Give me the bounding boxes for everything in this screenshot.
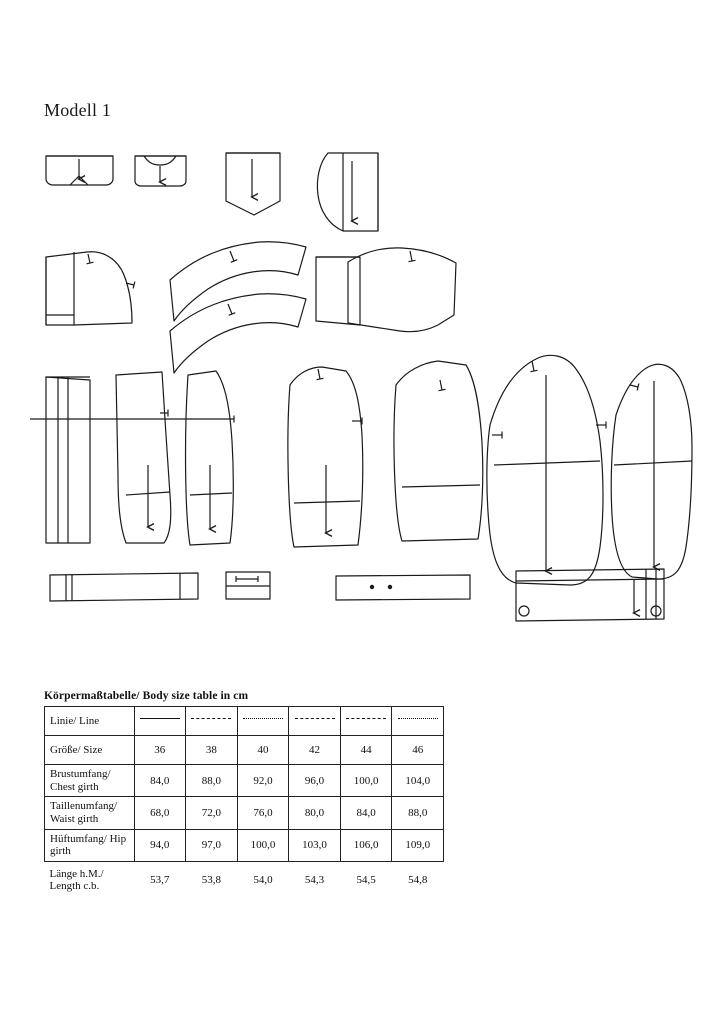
table-cell: 76,0 xyxy=(237,797,289,829)
table-cell: 97,0 xyxy=(186,829,238,861)
body-size-table xyxy=(44,706,444,896)
line-sample-38 xyxy=(186,707,238,736)
line-sample-44 xyxy=(340,707,392,736)
pattern-piece-front-yoke xyxy=(46,252,134,325)
table-cell: 42 xyxy=(289,736,341,765)
table-row-length xyxy=(45,861,444,896)
body-size-table-section xyxy=(44,690,444,896)
table-cell: 54,0 xyxy=(253,874,273,887)
table-cell: 100,0 xyxy=(340,765,392,797)
line-style-solid-icon xyxy=(140,718,180,729)
pattern-piece-front-side xyxy=(116,372,171,543)
pattern-piece-pocket-flap xyxy=(226,153,280,215)
table-cell: 54,8 xyxy=(408,874,428,887)
pattern-piece-back-main xyxy=(394,361,483,541)
table-caption: Körpermaßtabelle/ Body size table in cm xyxy=(44,690,249,702)
row-label: Größe/ Size xyxy=(45,736,135,765)
table-cell: 36 xyxy=(134,736,186,765)
table-row-size xyxy=(45,736,444,765)
table-cell: 96,0 xyxy=(289,765,341,797)
table-cell: 40 xyxy=(237,736,289,765)
table-cell: 103,0 xyxy=(289,829,341,861)
table-row-chest xyxy=(45,765,444,797)
table-row-line xyxy=(45,707,444,736)
row-label: Taillenumfang/ Waist girth xyxy=(45,797,135,829)
table-row-hip xyxy=(45,829,444,861)
table-cell: 38 xyxy=(186,736,238,765)
pattern-piece-small-tab xyxy=(226,572,270,599)
row-label: Linie/ Line xyxy=(45,707,135,736)
line-sample-46 xyxy=(392,707,444,736)
pattern-piece-front-panel xyxy=(30,371,234,545)
pattern-pieces-diagram xyxy=(30,135,700,675)
pattern-piece-waistband-long xyxy=(50,573,198,601)
pattern-piece-belt-strip xyxy=(336,575,470,600)
table-cell: 68,0 xyxy=(134,797,186,829)
table-cell: 80,0 xyxy=(289,797,341,829)
table-cell: 54,5 xyxy=(356,874,376,887)
table-cell: 84,0 xyxy=(340,797,392,829)
pattern-piece-sleeve-large xyxy=(487,355,606,585)
line-sample-36 xyxy=(134,707,186,736)
pattern-piece-front-with-shoulder xyxy=(288,367,363,547)
table-cell: 100,0 xyxy=(237,829,289,861)
pattern-piece-back-yoke xyxy=(316,257,360,325)
table-cell: 46 xyxy=(392,736,444,765)
pattern-piece-curved-facing xyxy=(317,153,378,231)
table-cell: 88,0 xyxy=(186,765,238,797)
line-style-longdash-icon xyxy=(346,718,386,729)
table-cell: 72,0 xyxy=(186,797,238,829)
pattern-piece-side-panel-narrow xyxy=(46,377,90,543)
table-row-waist xyxy=(45,797,444,829)
pattern-piece-collar-b xyxy=(135,156,186,186)
line-sample-42 xyxy=(289,707,341,736)
table-cell: 53,7 xyxy=(150,874,170,887)
table-cell: 104,0 xyxy=(392,765,444,797)
row-label: Länge h.M./ Length c.b. xyxy=(49,867,104,893)
pattern-piece-sleeve-strip-upper xyxy=(170,242,306,321)
line-style-dash-icon xyxy=(191,718,231,729)
table-cell: 109,0 xyxy=(392,829,444,861)
pattern-piece-collar-a xyxy=(46,156,113,185)
row-label: Hüftumfang/ Hip girth xyxy=(45,829,135,861)
pattern-piece-sleeve-small xyxy=(611,364,692,579)
table-cell: 44 xyxy=(340,736,392,765)
table-cell: 92,0 xyxy=(237,765,289,797)
line-style-dashdot-icon xyxy=(295,718,335,729)
table-cell: 54,3 xyxy=(304,874,325,887)
table-cell: 106,0 xyxy=(340,829,392,861)
table-cell: 94,0 xyxy=(134,829,186,861)
page-title: Modell 1 xyxy=(44,100,112,120)
row-label: Brustumfang/ Chest girth xyxy=(45,765,135,797)
table-cell: 84,0 xyxy=(134,765,186,797)
pattern-piece-back-panel-top xyxy=(348,248,456,332)
line-style-dot-icon xyxy=(243,718,283,729)
table-cell: 53,8 xyxy=(201,874,221,887)
line-sample-40 xyxy=(237,707,289,736)
table-cell: 88,0 xyxy=(392,797,444,829)
line-style-finedot-icon xyxy=(398,718,438,729)
pattern-piece-sleeve-strip-lower xyxy=(170,294,306,373)
